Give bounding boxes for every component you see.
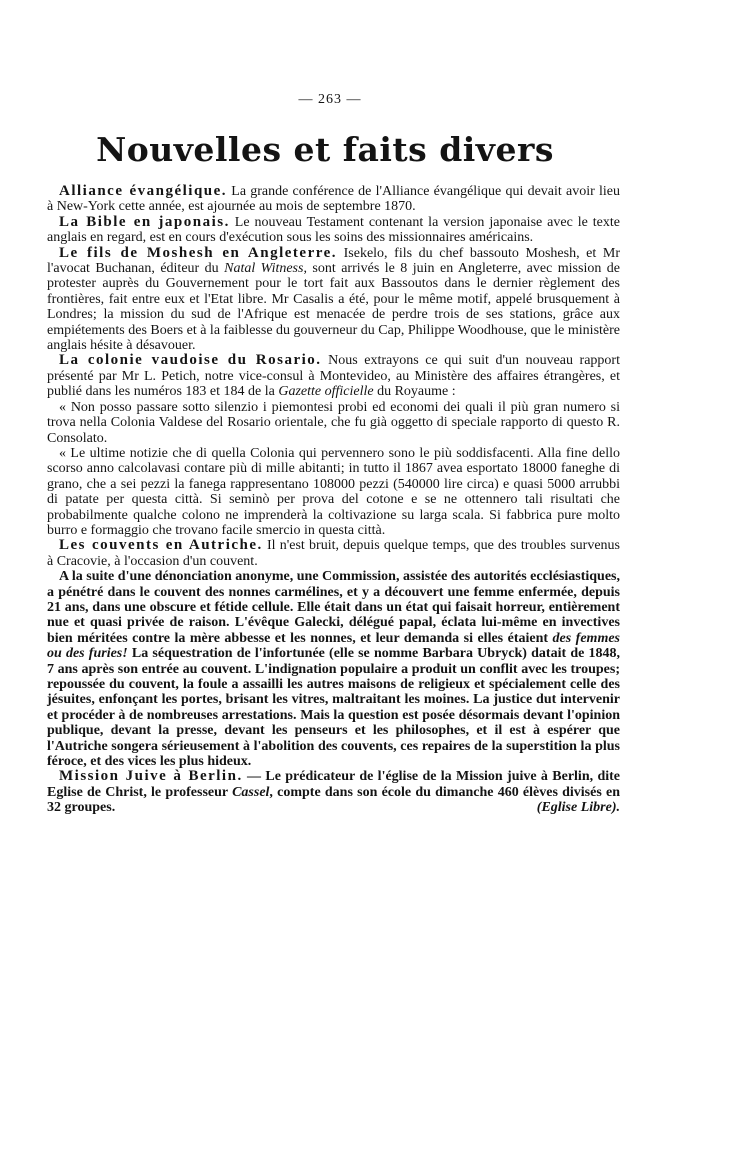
- article-text: La séquestration de l'infortunée (elle se nomme Barbara Ubryck) datait de 1848, 7 ans après son entrée au couvent. L'indignation populaire a produit un conflit avec les troupes; repoussée du couvent, la foule a assailli les autres maisons de religieux et spécialement celle des jésuites, enfonçant les portes, brisant les vitres, maltraitant les moines. La justice dut intervenir et procéder à de nombreuses arrestations. Mais la question est posée désormais devant l'opinion publique, devant la presse, devant les penseurs et les philosophes, et il est à espérer que l'Autriche songera sérieusement à l'abolition des couvents, ces repaires de la superstition la plus féroce, et des vices les plus hideux.: [47, 646, 620, 770]
- article-text: , compte dans son école du dimanche 460 élèves divisés en 32 groupes.: [47, 784, 620, 816]
- article-text: Le nouveau Testament contenant la version japonaise avec le texte anglais en regard, est en cours d'exécution sous les soins des missionnaires américains.: [47, 214, 620, 246]
- article-rosario: [47, 353, 620, 399]
- source-citation: (Eglise Libre).: [536, 800, 620, 816]
- newspaper-title: Natal Witness: [224, 261, 304, 277]
- article-text: Isekelo, fils du chef bassouto Moshesh, et Mr l'avocat Buchanan, éditeur du: [47, 245, 620, 277]
- article-heading: La Bible en japonais.: [59, 213, 230, 230]
- article-text: A la suite d'une dénonciation anonyme, une Commission, assistée des autorités ecclésiastiques, a pénétré dans le couvent des nonnes carmélines, et y a découvert une femme enfermée, depuis 21 ans, dans une obscure et fétide cellule. Elle était dans un état qui faisait horreur, entièrement nue et quasi privée de raison. L'évêque Galecki, délégué papal, éclata lui-même en invectives bien méritées contre la mère abbesse et les nonnes, et leur demanda si elles étaient: [47, 569, 620, 646]
- article-emphasis: des femmes ou des furies!: [47, 630, 620, 662]
- article-heading: Alliance évangélique.: [59, 183, 228, 199]
- article-text: , sont arrivés le 8 juin en Angleterre, avec mission de protester auprès du Gouvernement pour le tort fait aux Bassoutos dans le dernier règlement des frontières, fait entre eux et l'Etat libre. Mr Casalis a été, pour le même motif, appelé brusquement à Londres; la mission du sud de l'Afrique est menacée de perdre trois de ses stations, grâce aux empiétements des Boers et à la faiblesse du gouverneur du Cap, Philippe Woodhouse, que le ministère anglais hésite à désavouer.: [47, 261, 621, 354]
- quote-paragraph: « Non posso passare sotto silenzio i piemontesi probi ed economi dei quali il più gran numero si trova nella Colonia Valdese del Rosario orientale, che fu già oggetto di speciale rapporto di questo R. Consolato.: [47, 399, 620, 446]
- gazette-title: Gazette officielle: [278, 384, 374, 400]
- article-berlin: [47, 769, 620, 815]
- article-autriche: [47, 538, 620, 569]
- article-heading: Mission Juive à Berlin.: [59, 768, 243, 785]
- article-text: du Royaume :: [373, 384, 456, 400]
- quote-paragraph: « Le ultime notizie che di quella Colonia qui pervennero sono le più soddisfacenti. Alla fine dello scorso anno calcolavasi contare più di mille abitanti; in tutto il 1867 avea esportato 18000 faneghe di grano, che a sei pezzi la fanega rappresentano 108000 pezzi (540000 lire circa) e quasi 5000 arrubbi di patate per questa città. Si seminò per prova del cotone e se ne ottennero tali risultati che probabilmente qualche colono ne imprenderà la coltivazione su larga scala. Si fabbrica pure molto burro e formaggio che trovano facile smercio in questa città.: [47, 445, 620, 538]
- article-heading: Les couvents en Autriche.: [59, 537, 263, 554]
- article-text: La grande conférence de l'Alliance évangélique qui devait avoir lieu à New-York cette année, est ajournée au mois de septembre 1870.: [47, 184, 620, 215]
- page-number: — 263 —: [298, 92, 362, 107]
- article-moshesh: [47, 246, 620, 354]
- article-text: Il n'est bruit, depuis quelque temps, que des troubles survenus à Cracovie, à l'occasion d'un couvent.: [47, 538, 620, 569]
- article-body: [47, 184, 620, 816]
- professor-name: Cassel: [232, 784, 270, 800]
- article-text: — Le prédicateur de l'église de la Mission juive à Berlin, dite Eglise de Christ, le professeur: [47, 769, 620, 800]
- article-alliance: [47, 184, 620, 215]
- article-text: Nous extrayons ce qui suit d'un nouveau rapport présenté par Mr L. Petich, notre vice-consul à Montevideo, au Ministère des affaires étrangères, et publié dans les numéros 183 et 184 de la: [47, 353, 620, 400]
- article-heading: La colonie vaudoise du Rosario.: [59, 352, 322, 369]
- page-title: Nouvelles et faits divers: [96, 130, 554, 169]
- article-paragraph: [47, 569, 620, 769]
- article-heading: Le fils de Moshesh en Angleterre.: [59, 244, 338, 261]
- article-bible: [47, 215, 620, 246]
